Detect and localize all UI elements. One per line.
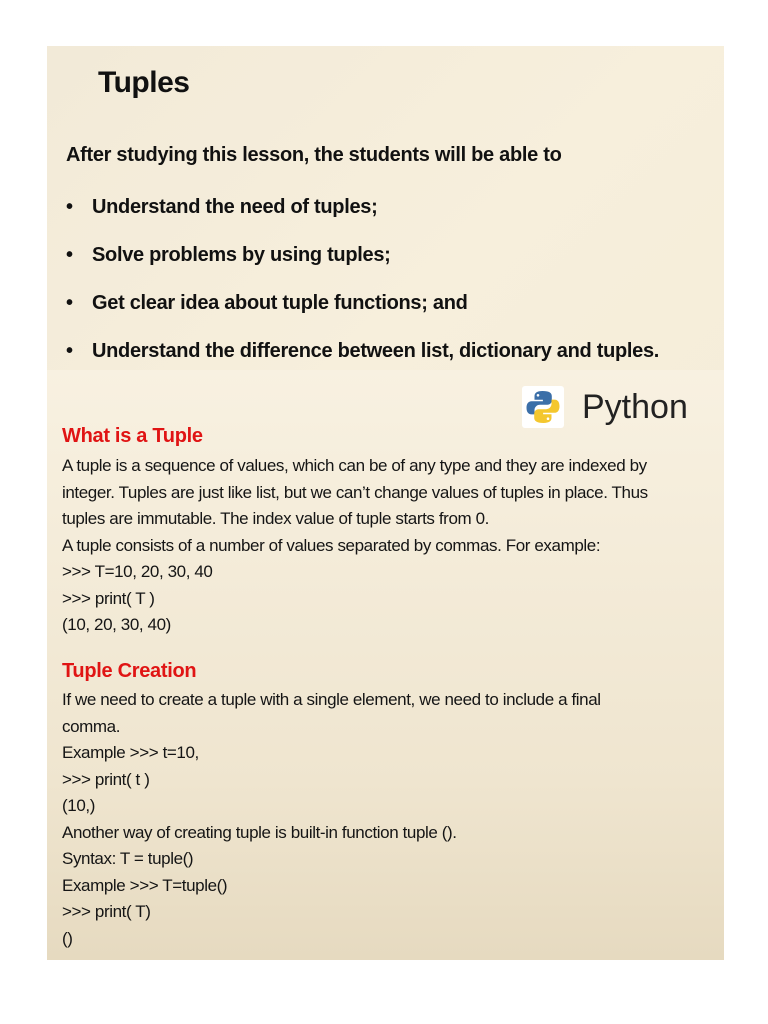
code-line: Syntax: T = tuple() [62,849,194,868]
section-heading-what-is-tuple: What is a Tuple [62,425,203,447]
text-line: A tuple is a sequence of values, which can be of any type and they are indexed by [62,456,647,475]
code-line: Example >>> T=tuple() [62,875,228,895]
code-line: >>> print( T ) [62,588,155,608]
text-line: tuples are immutable. The index value of tuple starts from 0. [62,509,489,528]
bullet-icon: • [66,292,73,314]
text-line: comma. [62,716,121,736]
section-heading-tuple-creation: Tuple Creation [62,660,197,682]
intro-text: After studying this lesson, the students will be able to [66,144,562,166]
objectives-list [66,192,659,384]
code-line: >>> print( t ) [62,769,150,789]
bullet-icon: • [66,340,73,362]
code-line: (10, 20, 30, 40) [62,615,171,634]
code-line: >>> T=10, 20, 30, 40 [62,562,213,581]
section-body-what-is-tuple [62,453,648,639]
text-line: A tuple consists of a number of values separated by commas. For example: [62,535,601,555]
text-line: Another way of creating tuple is built-in function tuple (). [62,822,457,842]
code-line: >>> print( T) [62,902,151,921]
python-icon [522,386,564,428]
list-item: • Solve problems by using tuples; [66,240,659,288]
python-logo-text: Python [582,388,688,426]
bullet-icon: • [66,244,73,266]
text-line: If we need to create a tuple with a single element, we need to include a final [62,690,601,709]
code-line: Example >>> t=10, [62,743,199,762]
list-item: • Understand the difference between list, dictionary and tuples. [66,336,659,384]
list-item: • Understand the need of tuples; [66,192,659,240]
bullet-icon: • [66,196,73,218]
text-line: integer. Tuples are just like list, but we can’t change values of tuples in place. Thus [62,482,648,502]
section-body-tuple-creation [62,687,601,952]
code-line: (10,) [62,796,95,815]
code-line: () [62,928,73,948]
slide-title: Tuples [98,66,190,99]
list-item: • Get clear idea about tuple functions; and [66,288,659,336]
